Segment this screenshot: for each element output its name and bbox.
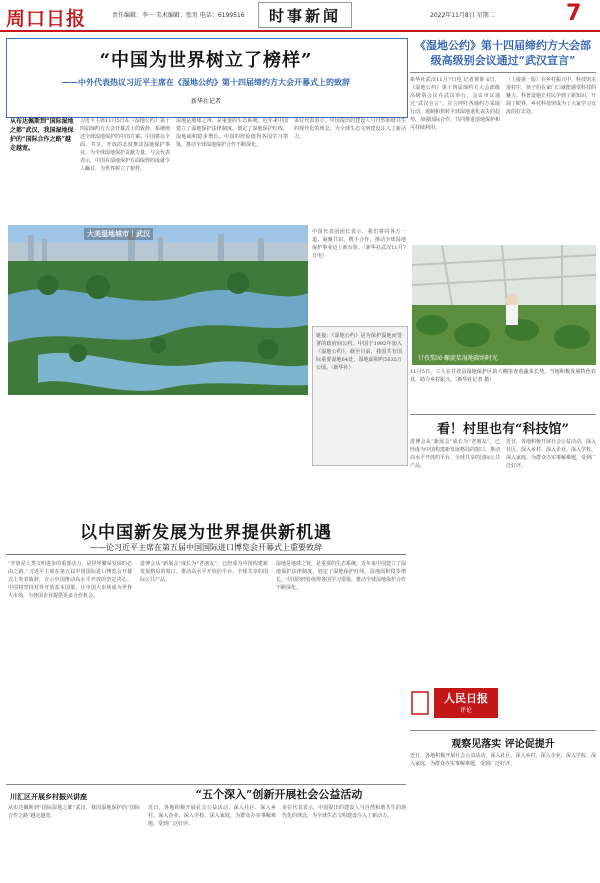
article2-column-1: “开放是人类文明进步的重要动力，是世界繁荣发展的必由之路。”习近平主席在第五届中国国际进口博览会开幕式上发表致辞，宣示中国推动高水平开放的坚定决心。中国将坚持对外开放基本国策，让中国大市场成为世界大市场，为各国企业提供更多合作机会。 xyxy=(8,561,132,599)
right-article2-column-2: 近日，各地积极开展社会公益活动，深入社区、深入乡村、深入企业、深入学校、深入家庭，为群众办实事解难题，受到广泛好评。 xyxy=(506,439,596,469)
right-section-rule xyxy=(410,414,596,415)
article2-headline: 以中国新发展为世界提供新机遇 xyxy=(80,523,332,543)
sidebar-text: 链接：《湿地公约》是为保护湿地而签署的政府间公约。中国于1992年加入《湿地公约》，截至目前，我国共有国际重要湿地64处，湿地面积约5635万公顷。（新华社） xyxy=(316,333,402,371)
article1-column-2: 湿地是地球之肾，是重要的生态系统。近年来中国建立了湿地保护法律制度，划定了湿地保护红线，湿地面积稳步增长。中国的经验值得各国学习借鉴，推动全球湿地保护合作不断深化。 xyxy=(176,118,288,148)
right-headline-rule xyxy=(410,72,596,73)
right-headline-2: 看！村里也有“科技馆” xyxy=(437,422,569,437)
bottom-left-text: 从布达佩斯到“国际湿地之都”武汉，我国湿地保护的“国际合作之路”越走越宽。 xyxy=(8,805,140,819)
photo-caption: 大美湿地城市｜武汉 xyxy=(84,228,153,240)
article2-rule xyxy=(6,554,406,555)
decorative-corner xyxy=(410,690,430,716)
article2-subtitle: ——论习近平主席在第五届中国国际进口博览会开幕式上重要致辞 xyxy=(90,543,322,552)
issue-date: 2022年11月8日 星期二 xyxy=(430,12,495,19)
article1-column-4: 中国代表团团长表示，我们将同各方一道，凝聚共识、携手合作，推动全球湿地保护事业迈上新台阶。（新华社武汉11月7日电） xyxy=(312,229,406,259)
bottom-left-headline: 川汇区开展乡村振兴讲座 xyxy=(10,792,87,801)
bottom-main-text-2: 多位代表表示，中国提出的建设人与自然和谐共生的现代化的理念，为全球生态文明建设注入了新动力。 xyxy=(282,805,406,819)
bottom-main-headline: “五个深入”创新开展社会公益活动 xyxy=(195,788,363,801)
article1-lead: 从布达佩斯到“国际湿地之都”武汉，我国湿地保护的“国际合作之路”越走越宽。 xyxy=(10,118,74,152)
article2-column-2: 进博会从“新展会”成长为“老朋友”，已经成为中国构建新发展格局的窗口、推动高水平开放的平台、全球共享的国际公共产品。 xyxy=(140,561,268,583)
right-article1-column-1: 新华社武汉11月7日电 记者黄筱 6日，《湿地公约》第十四届缔约方大会部级高级别会议在武汉举行，会议审议通过“武汉宣言”。宣言呼吁各缔约方采取行动，遏制和扭转全球湿地退化丧失的趋势，加强国际合作，共同推进湿地保护和可持续利用。 xyxy=(410,77,500,131)
header-rule xyxy=(0,30,600,32)
greenhouse-photo xyxy=(412,245,596,365)
newspaper-logo: 周口日报 xyxy=(6,8,87,30)
editor-info: 责任编辑：李一 美术编辑：张男 电话：6199516 xyxy=(112,12,245,19)
brand-subtitle: 评论 xyxy=(459,707,472,714)
bottom-main-text-1: 近日，各地积极开展社会公益活动，深入社区、深入乡村、深入企业、深入学校、深入家庭，为群众办实事解难题，受到广泛好评。 xyxy=(148,805,276,827)
bottom-right-rule xyxy=(410,730,596,731)
article1-headline: “中国为世界树立了榜样” xyxy=(99,50,313,71)
wetland-city-photo xyxy=(8,225,308,395)
photo-caption-text: 11月5日，工人在甘孜县湿地保护区的大棚里查看蔬菜长势。当地积极发展特色农业，助力乡村振兴。（新华社记者 摄） xyxy=(410,369,596,383)
right-headline-1: 《湿地公约》第十四届缔约方大会部级高级别会议通过“武汉宣言” xyxy=(415,39,591,67)
page-number: 7 xyxy=(566,1,582,26)
article1-byline: 新华社记者 xyxy=(190,98,221,105)
right-article2-column-1: 进博会从“新展会”成长为“老朋友”，已经成为中国构建新发展格局的窗口、推动高水平开放的平台、全球共享的国际公共产品。 xyxy=(410,439,500,469)
right-article3-text: 近日，各地积极开展社会公益活动，深入社区、深入乡村、深入企业、深入学校、深入家庭，为群众办实事解难题，受到广泛好评。 xyxy=(410,753,596,767)
right-headline-3: 观察见落实 评论促提升 xyxy=(451,739,555,750)
article1-column-3: 多位代表表示，中国提出的建设人与自然和谐共生的现代化的理念，为全球生态文明建设注入了新动力。 xyxy=(294,118,406,140)
article2-column-3: 湿地是地球之肾，是重要的生态系统。近年来中国建立了湿地保护法律制度，划定了湿地保护红线，湿地面积稳步增长。中国的经验值得各国学习借鉴，推动全球湿地保护合作不断深化。 xyxy=(276,561,406,591)
article1-column-1: 习近平主席11月5日在《湿地公约》第十四届缔约方大会开幕式上的致辞，系统阐述全球湿地保护的中国方案。中国将以全面、共享、开放的态度推动湿地保护事业，为全球湿地保护贡献力量。与会代表表示，中国在湿地保护方面取得的成就令人瞩目，为世界树立了榜样。 xyxy=(80,118,170,172)
right-article1-column-2: （上接第一版）在乡村振兴中，科技馆走进村庄，孩子们在家门口就能感受科技的魅力。科普设施让村民学到了新知识，开阔了眼界，乡村科技馆成为了大家学习交流的好去处。 xyxy=(506,77,596,115)
section-title: 时事新闻 xyxy=(268,7,341,25)
article1-subtitle: ——中外代表热议习近平主席在《湿地公约》第十四届缔约方大会开幕式上的致辞 xyxy=(62,77,350,87)
brand-name: 人民日报 xyxy=(444,692,488,705)
greenhouse-photo-caption: 甘孜梨园·螺旋桨湿地碳纳时光 xyxy=(418,355,498,362)
bottom-rule xyxy=(6,784,406,785)
